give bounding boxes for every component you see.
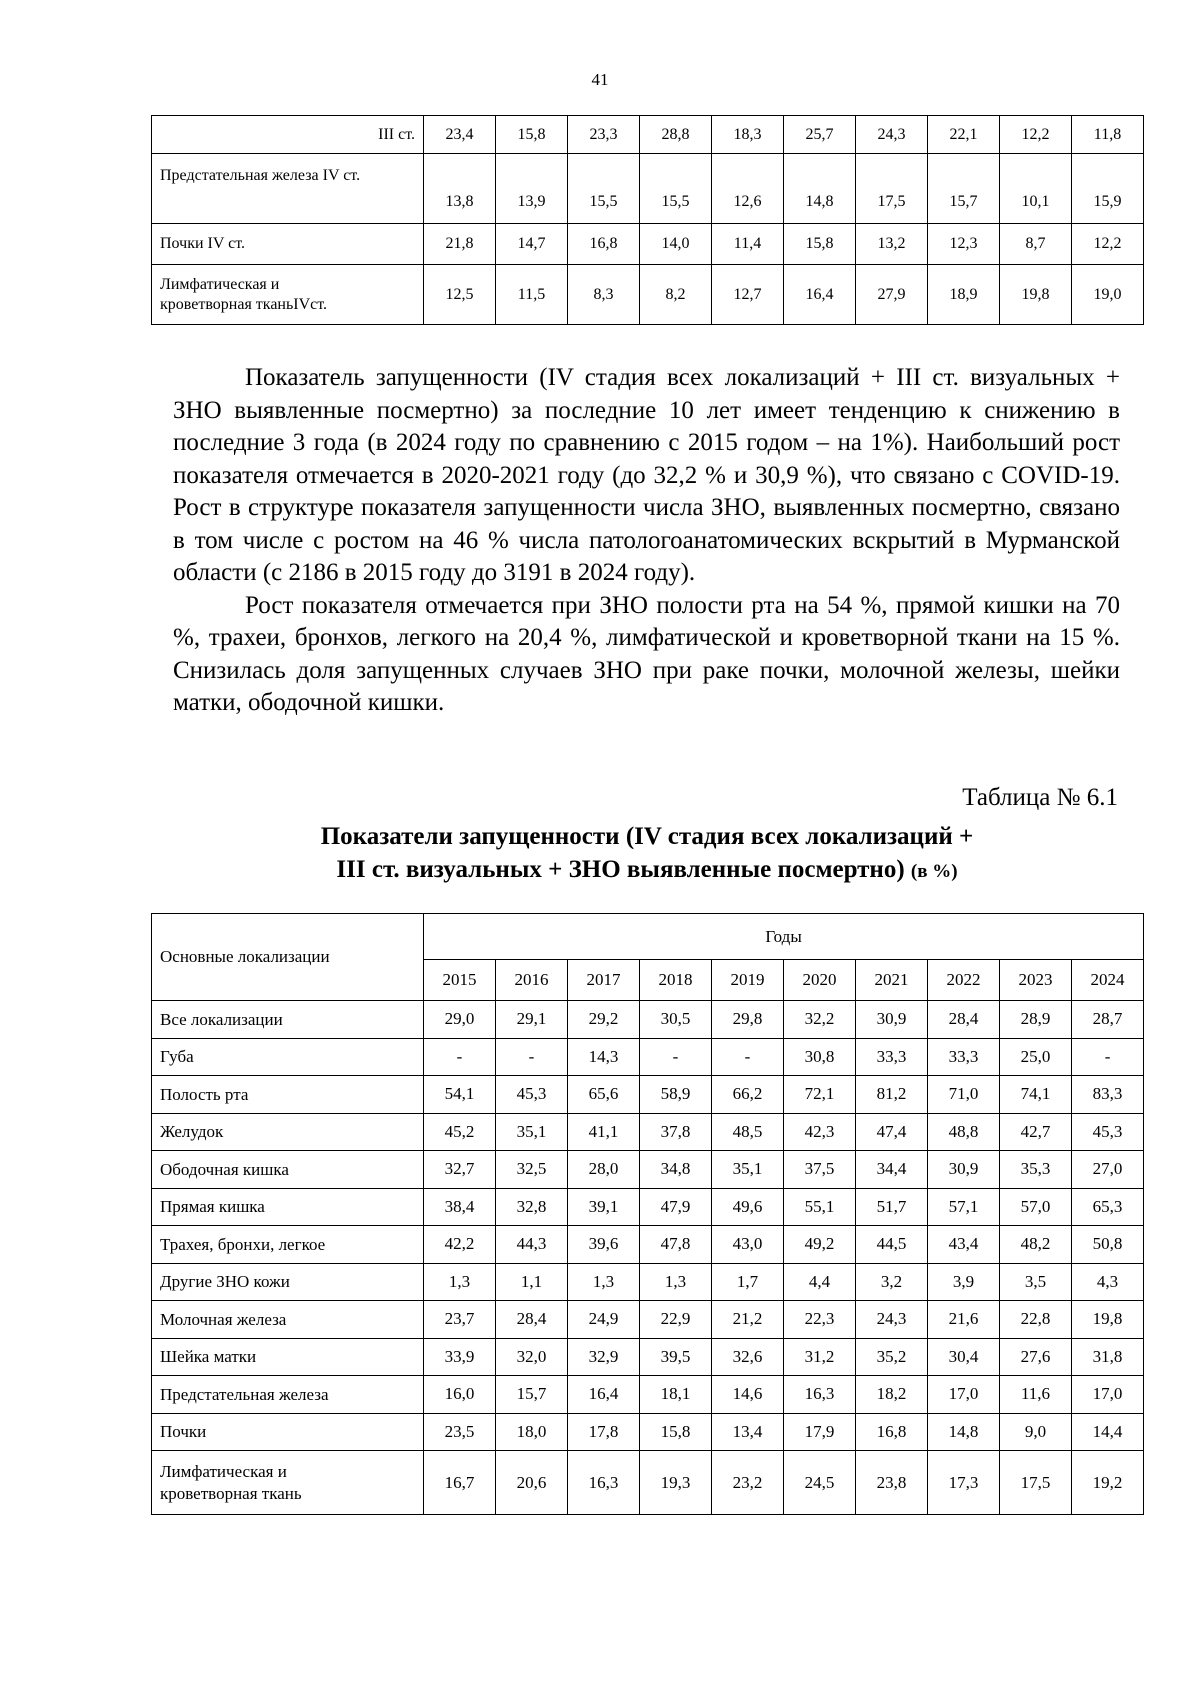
value-cell: 18,1 xyxy=(640,1376,712,1414)
value-cell: 55,1 xyxy=(784,1188,856,1226)
value-cell: 25,7 xyxy=(784,116,856,154)
value-cell: 44,5 xyxy=(856,1226,928,1264)
value-cell: 57,0 xyxy=(1000,1188,1072,1226)
value-cell: 17,0 xyxy=(928,1376,1000,1414)
value-cell: 17,5 xyxy=(1000,1451,1072,1515)
value-cell: 14,0 xyxy=(640,224,712,265)
value-cell: 19,0 xyxy=(1072,265,1144,325)
value-cell: 11,6 xyxy=(1000,1376,1072,1414)
year-header-cell: 2015 xyxy=(424,960,496,1001)
row-label-cell: Молочная железа xyxy=(152,1301,424,1339)
value-cell: 37,8 xyxy=(640,1113,712,1151)
value-cell: - xyxy=(712,1038,784,1076)
table-row xyxy=(152,1451,1144,1515)
value-cell: 28,4 xyxy=(496,1301,568,1339)
value-cell: 13,8 xyxy=(424,154,496,224)
row-label-cell: Желудок xyxy=(152,1113,424,1151)
years-header-cell: Годы xyxy=(424,914,1144,960)
value-cell: 28,4 xyxy=(928,1001,1000,1039)
body-text xyxy=(173,362,1120,720)
value-cell: 51,7 xyxy=(856,1188,928,1226)
value-cell: 11,8 xyxy=(1072,116,1144,154)
value-cell: 32,2 xyxy=(784,1001,856,1039)
value-cell: 12,2 xyxy=(1072,224,1144,265)
value-cell: 19,8 xyxy=(1072,1301,1144,1339)
value-cell: 12,2 xyxy=(1000,116,1072,154)
value-cell: 33,3 xyxy=(856,1038,928,1076)
value-cell: 42,3 xyxy=(784,1113,856,1151)
year-header-cell: 2023 xyxy=(1000,960,1072,1001)
value-cell: 17,3 xyxy=(928,1451,1000,1515)
value-cell: 13,2 xyxy=(856,224,928,265)
table-row xyxy=(152,265,1144,325)
value-cell: 16,4 xyxy=(784,265,856,325)
value-cell: 28,8 xyxy=(640,116,712,154)
value-cell: 39,6 xyxy=(568,1226,640,1264)
value-cell: 15,8 xyxy=(640,1413,712,1451)
table-title-unit: (в %) xyxy=(910,861,958,882)
value-cell: - xyxy=(640,1038,712,1076)
value-cell: 14,8 xyxy=(784,154,856,224)
value-cell: 28,0 xyxy=(568,1151,640,1189)
table-row xyxy=(152,1376,1144,1414)
value-cell: 8,2 xyxy=(640,265,712,325)
value-cell: 39,5 xyxy=(640,1338,712,1376)
table-row xyxy=(152,224,1144,265)
value-cell: 15,7 xyxy=(496,1376,568,1414)
value-cell: 16,4 xyxy=(568,1376,640,1414)
value-cell: 8,7 xyxy=(1000,224,1072,265)
value-cell: 27,6 xyxy=(1000,1338,1072,1376)
value-cell: - xyxy=(424,1038,496,1076)
value-cell: 13,9 xyxy=(496,154,568,224)
value-cell: 29,0 xyxy=(424,1001,496,1039)
value-cell: 45,2 xyxy=(424,1113,496,1151)
value-cell: 25,0 xyxy=(1000,1038,1072,1076)
value-cell: 30,8 xyxy=(784,1038,856,1076)
value-cell: 1,7 xyxy=(712,1263,784,1301)
value-cell: 24,5 xyxy=(784,1451,856,1515)
value-cell: 15,5 xyxy=(640,154,712,224)
value-cell: 15,7 xyxy=(928,154,1000,224)
value-cell: 23,5 xyxy=(424,1413,496,1451)
value-cell: 27,0 xyxy=(1072,1151,1144,1189)
value-cell: 66,2 xyxy=(712,1076,784,1114)
value-cell: 17,9 xyxy=(784,1413,856,1451)
value-cell: 32,6 xyxy=(712,1338,784,1376)
value-cell: 17,5 xyxy=(856,154,928,224)
row-label-line: Лимфатическая и xyxy=(160,275,280,293)
value-cell: 4,3 xyxy=(1072,1263,1144,1301)
value-cell: 47,9 xyxy=(640,1188,712,1226)
year-header-cell: 2020 xyxy=(784,960,856,1001)
value-cell: 37,5 xyxy=(784,1151,856,1189)
value-cell: 14,6 xyxy=(712,1376,784,1414)
value-cell: 58,9 xyxy=(640,1076,712,1114)
paragraph: Рост показателя отмечается при ЗНО полости рта на 54 %, прямой кишки на 70 %, трахеи, бронхов, легкого на 20,4 %, лимфатической и кроветворной ткани на 15 %. Снизилась доля запущенных случаев ЗНО при раке почки, молочной железы, шейки матки, ободочной кишки. xyxy=(173,591,1120,716)
value-cell: 18,2 xyxy=(856,1376,928,1414)
value-cell: 28,9 xyxy=(1000,1001,1072,1039)
table-row xyxy=(152,1188,1144,1226)
value-cell: 3,2 xyxy=(856,1263,928,1301)
value-cell: 33,3 xyxy=(928,1038,1000,1076)
year-header-cell: 2022 xyxy=(928,960,1000,1001)
value-cell: 35,1 xyxy=(712,1151,784,1189)
row-label-line: кроветворная ткань xyxy=(160,1483,302,1503)
value-cell: 33,9 xyxy=(424,1338,496,1376)
value-cell: 23,7 xyxy=(424,1301,496,1339)
value-cell: 18,9 xyxy=(928,265,1000,325)
table-title-line: Показатели запущенности (IV стадия всех локализаций + xyxy=(320,823,974,850)
value-cell: 17,8 xyxy=(568,1413,640,1451)
value-cell: 32,9 xyxy=(568,1338,640,1376)
value-cell: - xyxy=(1072,1038,1144,1076)
row-label-cell: Почки IV ст. xyxy=(152,224,424,265)
value-cell: 30,4 xyxy=(928,1338,1000,1376)
table-row xyxy=(152,1226,1144,1264)
year-header-cell: 2021 xyxy=(856,960,928,1001)
value-cell: 14,8 xyxy=(928,1413,1000,1451)
value-cell: 34,8 xyxy=(640,1151,712,1189)
value-cell: 19,2 xyxy=(1072,1451,1144,1515)
value-cell: 23,8 xyxy=(856,1451,928,1515)
table-row xyxy=(152,1076,1144,1114)
year-header-cell: 2024 xyxy=(1072,960,1144,1001)
value-cell: 21,8 xyxy=(424,224,496,265)
value-cell: 15,8 xyxy=(496,116,568,154)
value-cell: 14,7 xyxy=(496,224,568,265)
value-cell: 35,2 xyxy=(856,1338,928,1376)
value-cell: 16,8 xyxy=(568,224,640,265)
value-cell: 44,3 xyxy=(496,1226,568,1264)
value-cell: 12,5 xyxy=(424,265,496,325)
value-cell: 3,5 xyxy=(1000,1263,1072,1301)
year-header-cell: 2018 xyxy=(640,960,712,1001)
value-cell: 43,4 xyxy=(928,1226,1000,1264)
table-row xyxy=(152,1113,1144,1151)
row-label-line: кроветворная тканьIVст. xyxy=(160,295,328,313)
value-cell: 10,1 xyxy=(1000,154,1072,224)
row-label-cell: Почки xyxy=(152,1413,424,1451)
value-cell: 13,4 xyxy=(712,1413,784,1451)
year-header-cell: 2016 xyxy=(496,960,568,1001)
value-cell: 18,0 xyxy=(496,1413,568,1451)
value-cell: 57,1 xyxy=(928,1188,1000,1226)
table-row xyxy=(152,116,1144,154)
value-cell: 1,3 xyxy=(424,1263,496,1301)
value-cell: 17,0 xyxy=(1072,1376,1144,1414)
value-cell: 16,7 xyxy=(424,1451,496,1515)
table-row xyxy=(152,1413,1144,1451)
value-cell: 15,8 xyxy=(784,224,856,265)
value-cell: 21,2 xyxy=(712,1301,784,1339)
value-cell: 24,3 xyxy=(856,116,928,154)
value-cell: 24,3 xyxy=(856,1301,928,1339)
row-label-cell: Шейка матки xyxy=(152,1338,424,1376)
value-cell: 39,1 xyxy=(568,1188,640,1226)
table-title-line xyxy=(151,853,1143,888)
row-label-cell: Предстательная железа IV ст. xyxy=(152,154,424,224)
value-cell: 48,2 xyxy=(1000,1226,1072,1264)
top-continuation-table xyxy=(151,115,1144,325)
value-cell: 65,3 xyxy=(1072,1188,1144,1226)
page-number: 41 xyxy=(591,70,609,89)
value-cell: 47,8 xyxy=(640,1226,712,1264)
value-cell: 18,3 xyxy=(712,116,784,154)
value-cell: 24,9 xyxy=(568,1301,640,1339)
value-cell: 32,7 xyxy=(424,1151,496,1189)
value-cell: 81,2 xyxy=(856,1076,928,1114)
value-cell: 14,4 xyxy=(1072,1413,1144,1451)
row-label-cell: Предстательная железа xyxy=(152,1376,424,1414)
paragraph: Показатель запущенности (IV стадия всех локализаций + III ст. визуальных + ЗНО выявленные посмертно) за последние 10 лет имеет тенденцию к снижению в последние 3 года (в 2024 году по сравнению с 2015 годом – на 1%). Наибольший рост показателя отмечается в 2020-2021 году (до 32,2 % и 30,9 %), что связано с COVID-19. Рост в структуре показателя запущенности числа ЗНО, выявленных посмертно, связано в том числе с ростом на 46 % числа патологоанатомических вскрытий в Мурманской области (с 2186 в 2015 году до 3191 в 2024 году). xyxy=(173,364,1120,586)
value-cell: 15,9 xyxy=(1072,154,1144,224)
value-cell: 3,9 xyxy=(928,1263,1000,1301)
value-cell: 30,5 xyxy=(640,1001,712,1039)
value-cell: 72,1 xyxy=(784,1076,856,1114)
value-cell: 1,1 xyxy=(496,1263,568,1301)
value-cell: 45,3 xyxy=(1072,1113,1144,1151)
value-cell: 41,1 xyxy=(568,1113,640,1151)
value-cell: 30,9 xyxy=(928,1151,1000,1189)
value-cell: 21,6 xyxy=(928,1301,1000,1339)
value-cell: 29,8 xyxy=(712,1001,784,1039)
table-caption-title xyxy=(151,820,1143,888)
value-cell: 42,7 xyxy=(1000,1113,1072,1151)
header-row xyxy=(152,914,1144,960)
main-data-table xyxy=(151,913,1144,1515)
value-cell: 11,4 xyxy=(712,224,784,265)
table-row xyxy=(152,1338,1144,1376)
value-cell: 48,5 xyxy=(712,1113,784,1151)
value-cell: 11,5 xyxy=(496,265,568,325)
table-row xyxy=(152,154,1144,224)
value-cell: 31,8 xyxy=(1072,1338,1144,1376)
year-header-cell: 2019 xyxy=(712,960,784,1001)
table-caption-label: Таблица № 6.1 xyxy=(962,784,1118,811)
value-cell: 49,6 xyxy=(712,1188,784,1226)
table-row xyxy=(152,1263,1144,1301)
row-label-cell: Все локализации xyxy=(152,1001,424,1039)
value-cell: 50,8 xyxy=(1072,1226,1144,1264)
value-cell: 14,3 xyxy=(568,1038,640,1076)
value-cell: 35,3 xyxy=(1000,1151,1072,1189)
value-cell: 32,8 xyxy=(496,1188,568,1226)
value-cell: 32,0 xyxy=(496,1338,568,1376)
value-cell: 4,4 xyxy=(784,1263,856,1301)
value-cell: 71,0 xyxy=(928,1076,1000,1114)
value-cell: 12,7 xyxy=(712,265,784,325)
value-cell: 83,3 xyxy=(1072,1076,1144,1114)
value-cell: 54,1 xyxy=(424,1076,496,1114)
table-row xyxy=(152,1151,1144,1189)
value-cell: 23,3 xyxy=(568,116,640,154)
row-label-line: Лимфатическая и xyxy=(160,1462,287,1482)
value-cell: 23,4 xyxy=(424,116,496,154)
value-cell: 65,6 xyxy=(568,1076,640,1114)
value-cell: 20,6 xyxy=(496,1451,568,1515)
value-cell: 22,1 xyxy=(928,116,1000,154)
row-label-cell: Губа xyxy=(152,1038,424,1076)
row-label-cell: Ободочная кишка xyxy=(152,1151,424,1189)
value-cell: 45,3 xyxy=(496,1076,568,1114)
value-cell: 16,8 xyxy=(856,1413,928,1451)
value-cell: 9,0 xyxy=(1000,1413,1072,1451)
value-cell: 31,2 xyxy=(784,1338,856,1376)
value-cell: 19,3 xyxy=(640,1451,712,1515)
value-cell: 49,2 xyxy=(784,1226,856,1264)
value-cell: 47,4 xyxy=(856,1113,928,1151)
row-label-cell: Другие ЗНО кожи xyxy=(152,1263,424,1301)
row-label-cell: III ст. xyxy=(152,116,424,154)
value-cell: 32,5 xyxy=(496,1151,568,1189)
value-cell: 19,8 xyxy=(1000,265,1072,325)
value-cell: 29,1 xyxy=(496,1001,568,1039)
value-cell: 12,6 xyxy=(712,154,784,224)
value-cell: 1,3 xyxy=(640,1263,712,1301)
value-cell: - xyxy=(496,1038,568,1076)
value-cell: 35,1 xyxy=(496,1113,568,1151)
value-cell: 42,2 xyxy=(424,1226,496,1264)
row-label-cell: Трахея, бронхи, легкое xyxy=(152,1226,424,1264)
value-cell: 22,3 xyxy=(784,1301,856,1339)
value-cell: 23,2 xyxy=(712,1451,784,1515)
table-row xyxy=(152,1001,1144,1039)
value-cell: 43,0 xyxy=(712,1226,784,1264)
year-header-cell: 2017 xyxy=(568,960,640,1001)
value-cell: 29,2 xyxy=(568,1001,640,1039)
value-cell: 22,8 xyxy=(1000,1301,1072,1339)
value-cell: 15,5 xyxy=(568,154,640,224)
value-cell: 27,9 xyxy=(856,265,928,325)
value-cell: 30,9 xyxy=(856,1001,928,1039)
value-cell: 48,8 xyxy=(928,1113,1000,1151)
row-label-cell: Прямая кишка xyxy=(152,1188,424,1226)
row-label-cell: Полость рта xyxy=(152,1076,424,1114)
value-cell: 22,9 xyxy=(640,1301,712,1339)
value-cell: 16,0 xyxy=(424,1376,496,1414)
value-cell: 28,7 xyxy=(1072,1001,1144,1039)
header-label-cell: Основные локализации xyxy=(152,914,424,1001)
row-label-cell xyxy=(152,1451,424,1515)
value-cell: 1,3 xyxy=(568,1263,640,1301)
value-cell: 12,3 xyxy=(928,224,1000,265)
table-row xyxy=(152,1038,1144,1076)
value-cell: 74,1 xyxy=(1000,1076,1072,1114)
table-row xyxy=(152,1301,1144,1339)
table-title-text: III ст. визуальных + ЗНО выявленные посмертно) xyxy=(336,856,905,883)
row-label-cell xyxy=(152,265,424,325)
value-cell: 8,3 xyxy=(568,265,640,325)
value-cell: 16,3 xyxy=(784,1376,856,1414)
value-cell: 38,4 xyxy=(424,1188,496,1226)
value-cell: 34,4 xyxy=(856,1151,928,1189)
value-cell: 16,3 xyxy=(568,1451,640,1515)
